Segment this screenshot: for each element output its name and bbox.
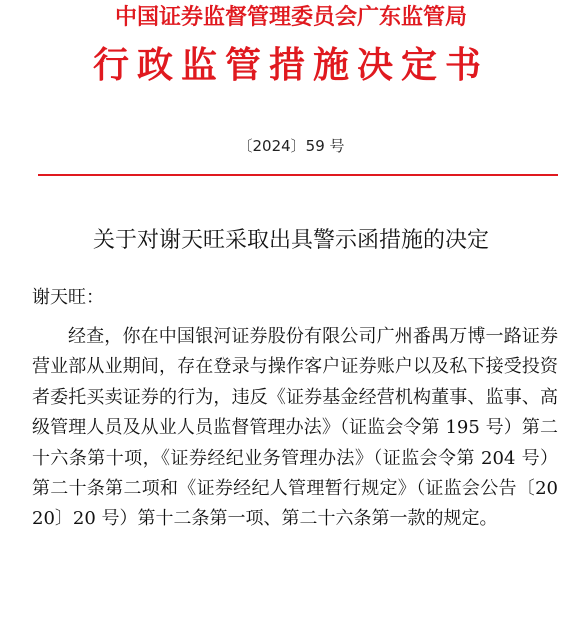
red-divider-line (38, 174, 558, 176)
document-title: 关于对谢天旺采取出具警示函措施的决定 (92, 228, 489, 253)
issuer-name: 中国证券监督管理委员会广东监管局 (114, 5, 467, 30)
document-number: 〔2024〕59 号 (237, 137, 345, 155)
document-type-heading: 行政监管措施决定书 (92, 45, 489, 86)
body-paragraph: 经查，你在中国银河证券股份有限公司广州番禺万博一路证券营业部从业期间，存在登录与操作客户证券账户以及私下接受投资者委托买卖证券的行为，违反《证券基金经营机构董事、监事、高级管理人员及从业人员监督管理办法》（证监会令第 195 号）第二十六条第十项，《证券经纪业务管理办法》（证监会令第 204 号）第二十条第二项和《证券经纪人管理暂行规定》（证监会公告〔2020〕20 号）第十二条第一项、第二十六条第一款的规定。 (32, 326, 559, 530)
salutation: 谢天旺： (32, 287, 104, 308)
